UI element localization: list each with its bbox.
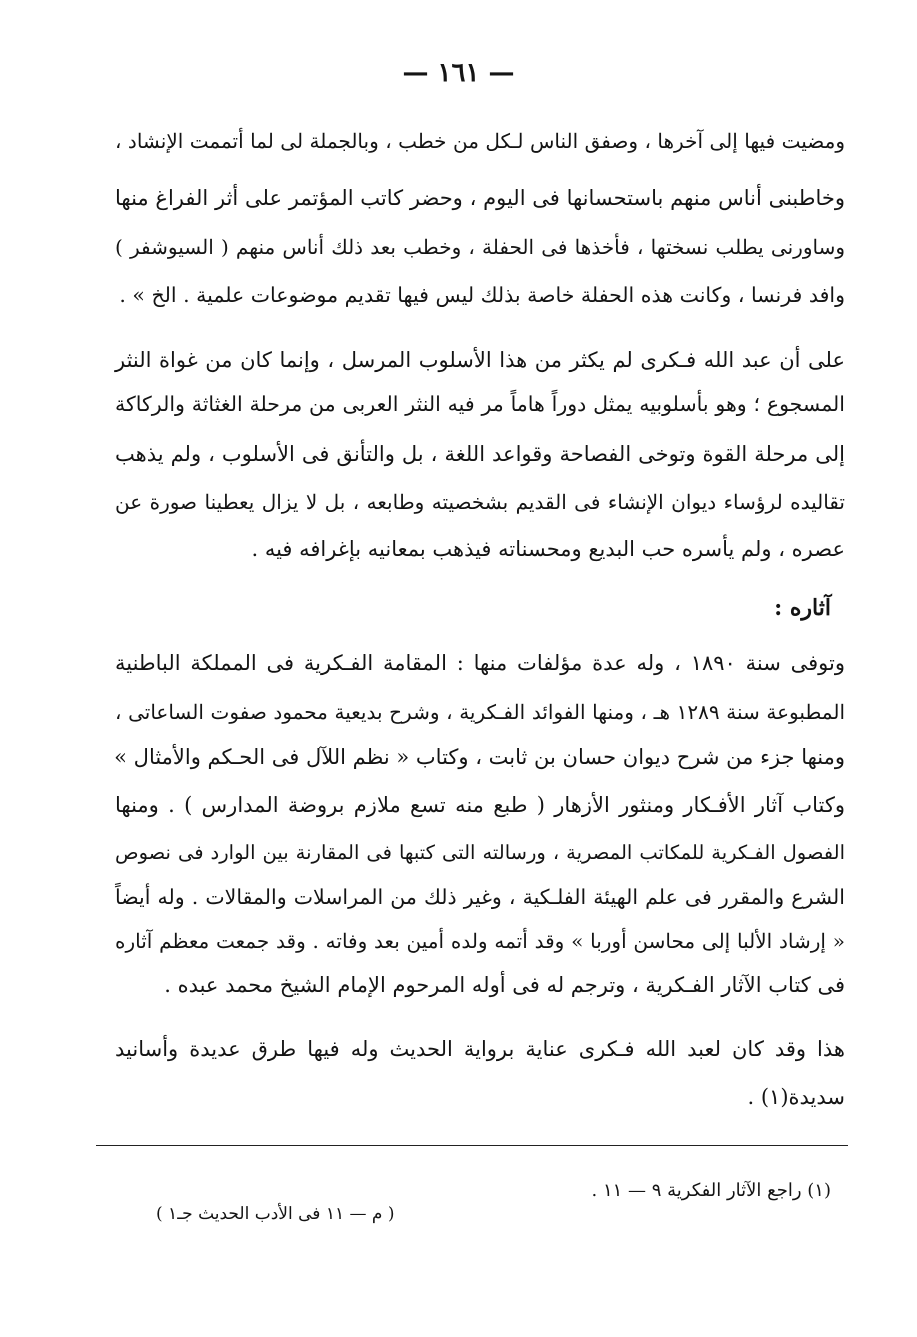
text-line: الشرع والمقرر فى علم الهيئة الفلـكية ، وغير ذلك من المراسلات والمقالات . وله أيضاً bbox=[115, 885, 845, 909]
text-line: سديدة(١) . bbox=[747, 1085, 845, 1109]
text-line: فى كتاب الآثار الفـكرية ، وترجم له فى أوله المرحوم الإمام الشيخ محمد عبده . bbox=[164, 973, 845, 997]
text-line: وساورنى يطلب نسختها ، فأخذها فى الحفلة ، وخطب بعد ذلك أناس منهم ( السيوشفر ) bbox=[115, 235, 845, 259]
footnote: (١) راجع الآثار الفكرية ٩ — ١١ . bbox=[591, 1180, 831, 1201]
text-line: الفصول الفـكرية للمكاتب المصرية ، ورسالته التى كتبها فى المقارنة بين الوارد فى نصوص bbox=[115, 841, 845, 864]
text-line: تقاليده لرؤساء ديوان الإنشاء فى القديم بشخصيته وطابعه ، بل لا يزال يعطينا صورة عن bbox=[115, 490, 845, 514]
text-line: وخاطبنى أناس منهم باستحسانها فى اليوم ، وحضر كاتب المؤتمر على أثر الفراغ منها bbox=[115, 186, 845, 210]
section-heading: آثاره : bbox=[774, 595, 831, 621]
text-line: وافد فرنسا ، وكانت هذه الحفلة خاصة بذلك ليس فيها تقديم موضوعات علمية . الخ » . bbox=[119, 283, 845, 307]
text-line: ومضيت فيها إلى آخرها ، وصفق الناس لـكل من خطب ، وبالجملة لى لما أتممت الإنشاد ، bbox=[115, 129, 845, 153]
text-line: هذا وقد كان لعبد الله فـكرى عناية برواية الحديث وله فيها طرق عديدة وأسانيد bbox=[115, 1037, 845, 1061]
footnote-divider bbox=[96, 1145, 848, 1146]
page-number: — ١٦١ — bbox=[402, 58, 515, 88]
text-line: وتوفى سنة ١٨٩٠ ، وله عدة مؤلفات منها : المقامة الفـكرية فى المملكة الباطنية bbox=[115, 651, 846, 675]
text-line: وكتاب آثار الأفـكار ومنثور الأزهار ( طبع منه تسع ملازم بروضة المدارس ) . ومنها bbox=[115, 793, 845, 817]
text-line: المسجوع ؛ وهو بأسلوبيه يمثل دوراً هاماً مر فيه النثر العربى من مرحلة الغثاثة والركاكة bbox=[115, 392, 845, 416]
printer-signature: ( م — ١١ فى الأدب الحديث جـ١ ) bbox=[156, 1204, 395, 1224]
text-line: إلى مرحلة القوة وتوخى الفصاحة وقواعد اللغة ، بل والتأنق فى الأسلوب ، ولم يذهب bbox=[115, 442, 845, 466]
text-line: ومنها جزء من شرح ديوان حسان بن ثابت ، وكتاب « نظم اللآل فى الحـكم والأمثال » bbox=[114, 745, 845, 769]
text-line: عصره ، ولم يأسره حب البديع ومحسناته فيذهب بمعانيه بإغرافه فيه . bbox=[251, 537, 845, 561]
text-line: على أن عبد الله فـكرى لم يكثر من هذا الأسلوب المرسل ، وإنما كان من غواة النثر bbox=[115, 348, 845, 372]
text-line: « إرشاد الألبا إلى محاسن أوربا » وقد أتمه ولده أمين بعد وفاته . وقد جمعت معظم آثاره bbox=[115, 929, 845, 953]
text-line: المطبوعة سنة ١٢٨٩ هـ ، ومنها الفوائد الفـكرية ، وشرح بديعية محمود صفوت الساعاتى ، bbox=[115, 700, 845, 724]
